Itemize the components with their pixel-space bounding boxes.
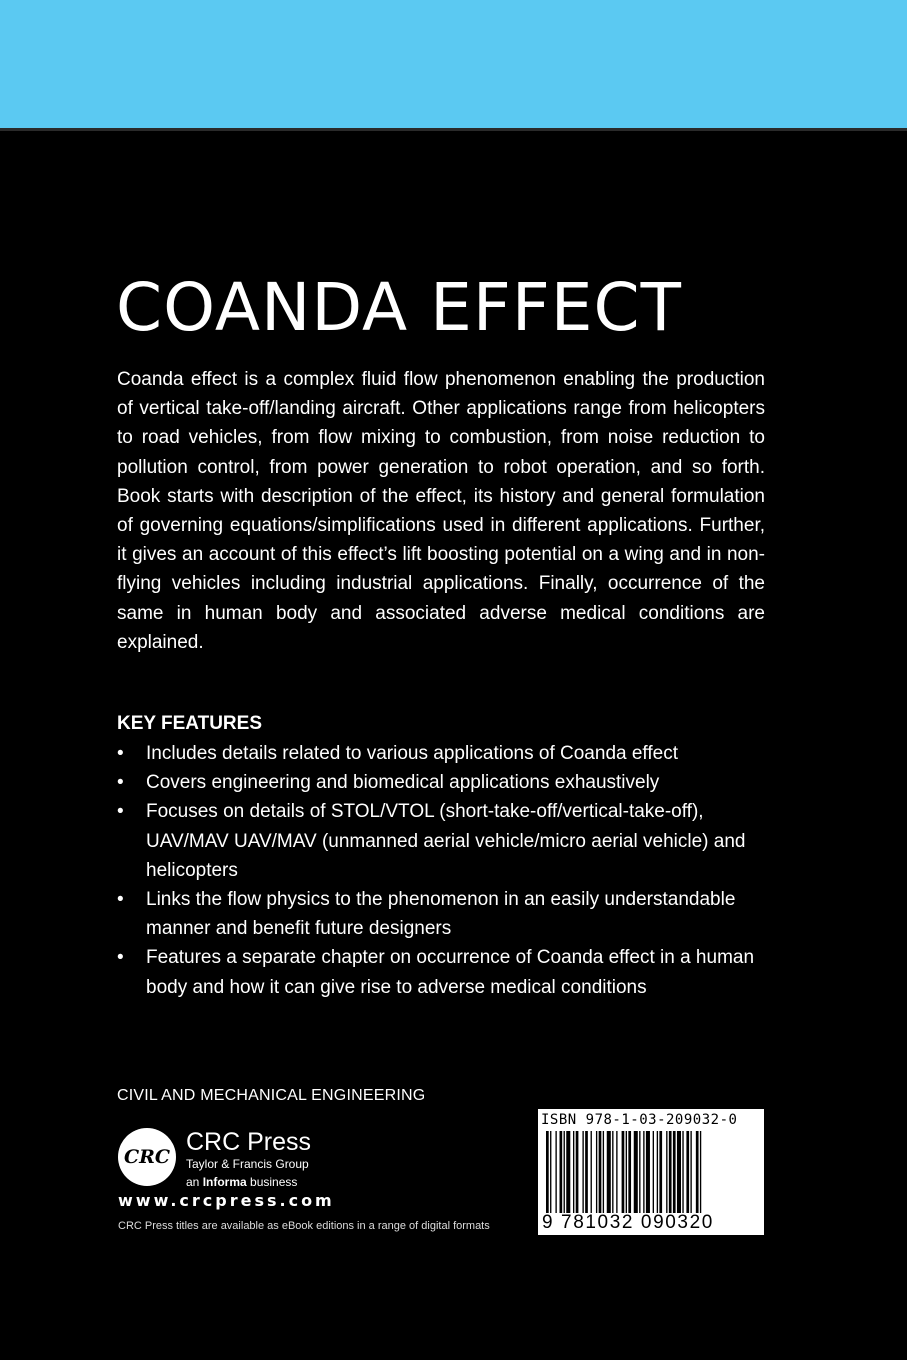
barcode-bar bbox=[666, 1131, 667, 1213]
barcode-bar bbox=[634, 1131, 638, 1213]
barcode-bar bbox=[585, 1131, 588, 1213]
book-description: Coanda effect is a complex fluid flow phenomenon enabling the production of vertical take-off/landing aircraft. Other applications range from helicopters to road vehicles, from flow mixing to combustion, from noise reduction to pollution control, from power generation to robot operation, and so forth. Book starts with description of the effect, its history and general formulation of governing equations/simplifications used in different applications. Further, it gives an account of this effect’s lift boosting potential on a wing and in non-flying vehicles including industrial applications. Finally, occurrence of the same in human body and associated adverse medical conditions are explained. bbox=[117, 369, 765, 653]
publisher-business-line bbox=[186, 1174, 297, 1190]
bullet-icon: • bbox=[117, 743, 124, 764]
barcode-bar bbox=[566, 1131, 570, 1213]
barcode-bar bbox=[582, 1131, 583, 1213]
isbn-barcode bbox=[538, 1109, 764, 1235]
business-suffix: business bbox=[246, 1175, 298, 1189]
bullet-icon: • bbox=[117, 889, 124, 911]
barcode-bar bbox=[686, 1131, 689, 1213]
ebook-note: CRC Press titles are available as eBook editions in a range of digital formats bbox=[118, 1220, 490, 1232]
barcode-bar bbox=[560, 1131, 563, 1213]
bullet-icon: • bbox=[117, 947, 124, 969]
barcode-bar bbox=[555, 1131, 556, 1213]
barcode-bar bbox=[700, 1131, 701, 1213]
barcode-bar bbox=[550, 1131, 551, 1213]
key-feature-item bbox=[117, 943, 777, 1001]
isbn-number: 9 781032 090320 bbox=[542, 1212, 714, 1233]
barcode-bar bbox=[622, 1131, 625, 1213]
barcode-bars bbox=[544, 1131, 758, 1213]
barcode-bar bbox=[591, 1131, 592, 1213]
barcode-bar bbox=[646, 1131, 650, 1213]
publisher-group: Taylor & Francis Group bbox=[186, 1157, 309, 1171]
barcode-bar bbox=[607, 1131, 611, 1213]
publisher-website: www.crcpress.com bbox=[118, 1191, 335, 1210]
business-bold: Informa bbox=[202, 1175, 247, 1189]
key-feature-item bbox=[117, 739, 777, 768]
key-feature-item bbox=[117, 768, 777, 797]
key-feature-item bbox=[117, 797, 777, 885]
barcode-bar bbox=[657, 1131, 658, 1213]
barcode-bar bbox=[576, 1131, 579, 1213]
barcode-bar bbox=[599, 1131, 602, 1213]
crc-press-logo bbox=[118, 1128, 176, 1186]
barcode-bar bbox=[639, 1131, 640, 1213]
publisher-name: CRC Press bbox=[186, 1128, 312, 1156]
barcode-bar bbox=[677, 1131, 681, 1213]
key-feature-text: Features a separate chapter on occurrence of Coanda effect in a human body and how it can give rise to adverse medical conditions bbox=[146, 947, 755, 998]
barcode-bar bbox=[564, 1131, 565, 1213]
barcode-bar bbox=[603, 1131, 604, 1213]
barcode-bar bbox=[596, 1131, 597, 1213]
barcode-bar bbox=[628, 1131, 631, 1213]
series-name: CIVIL AND MECHANICAL ENGINEERING bbox=[117, 1087, 426, 1104]
barcode-bar bbox=[659, 1131, 662, 1213]
book-title: COANDA EFFECT bbox=[116, 269, 682, 346]
barcode-bar bbox=[626, 1131, 627, 1213]
barcode-bar bbox=[696, 1131, 699, 1213]
barcode-bar bbox=[690, 1131, 691, 1213]
crc-logo-text: CRC bbox=[123, 1146, 171, 1168]
barcode-bar bbox=[682, 1131, 683, 1213]
barcode-bar bbox=[573, 1131, 574, 1213]
key-feature-text: Covers engineering and biomedical applications exhaustively bbox=[146, 772, 660, 794]
key-features-heading: KEY FEATURES bbox=[117, 713, 262, 734]
band-divider bbox=[0, 128, 907, 131]
barcode-bar bbox=[673, 1131, 676, 1213]
barcode-bar bbox=[669, 1131, 672, 1213]
barcode-bar bbox=[653, 1131, 654, 1213]
barcode-bar bbox=[643, 1131, 644, 1213]
barcode-bar bbox=[616, 1131, 617, 1213]
key-feature-text: Includes details related to various applications of Coanda effect bbox=[146, 743, 678, 764]
key-feature-text: Links the flow physics to the phenomenon in an easily understandable manner and benefit future designers bbox=[146, 889, 736, 940]
key-features-list bbox=[117, 739, 777, 1002]
key-feature-text: Focuses on details of STOL/VTOL (short-take-off/vertical-take-off), UAV/MAV UAV/MAV (unmanned aerial vehicle/micro aerial vehicle) and helicopters bbox=[146, 801, 746, 881]
barcode-bar bbox=[546, 1131, 549, 1213]
top-color-band bbox=[0, 0, 907, 128]
key-feature-item bbox=[117, 885, 777, 943]
bullet-icon: • bbox=[117, 801, 124, 823]
business-prefix: an bbox=[186, 1175, 203, 1189]
bullet-icon: • bbox=[117, 772, 124, 794]
barcode-bar bbox=[612, 1131, 613, 1213]
isbn-label: ISBN 978-1-03-209032-0 bbox=[541, 1112, 738, 1128]
